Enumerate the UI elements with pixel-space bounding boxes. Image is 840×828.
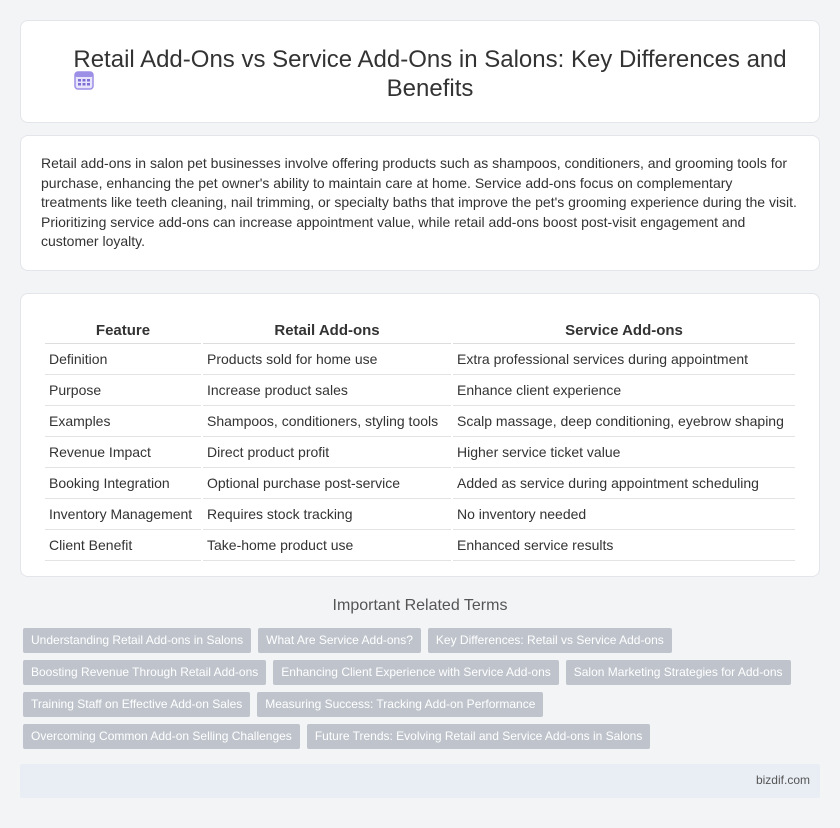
tag-row	[23, 724, 813, 749]
feature-cell: Purpose	[45, 375, 201, 406]
retail-cell: Optional purchase post-service	[203, 468, 451, 499]
footer	[20, 764, 820, 798]
service-cell: Enhance client experience	[453, 375, 795, 406]
service-cell: Higher service ticket value	[453, 437, 795, 468]
service-cell: Added as service during appointment scheduling	[453, 468, 795, 499]
related-term-tag[interactable]: What Are Service Add-ons?	[258, 628, 421, 653]
table-header-row	[45, 314, 795, 344]
feature-cell: Examples	[45, 406, 201, 437]
retail-cell: Increase product sales	[203, 375, 451, 406]
related-term-tag[interactable]: Understanding Retail Add-ons in Salons	[23, 628, 251, 653]
related-term-tag[interactable]: Boosting Revenue Through Retail Add-ons	[23, 660, 266, 685]
table-row	[45, 468, 795, 499]
feature-cell: Inventory Management	[45, 499, 201, 530]
related-term-tag[interactable]: Key Differences: Retail vs Service Add-ons	[428, 628, 672, 653]
header-service: Service Add-ons	[453, 314, 795, 344]
table-row	[45, 375, 795, 406]
tag-row	[23, 628, 813, 653]
retail-cell: Take-home product use	[203, 530, 451, 561]
related-term-tag[interactable]: Salon Marketing Strategies for Add-ons	[566, 660, 791, 685]
table-body	[45, 344, 795, 561]
retail-cell: Requires stock tracking	[203, 499, 451, 530]
feature-cell: Revenue Impact	[45, 437, 201, 468]
comparison-card	[20, 293, 820, 577]
table-row	[45, 499, 795, 530]
related-term-tag[interactable]: Measuring Success: Tracking Add-on Performance	[257, 692, 543, 717]
retail-cell: Direct product profit	[203, 437, 451, 468]
related-term-tag[interactable]: Future Trends: Evolving Retail and Service Add-ons in Salons	[307, 724, 651, 749]
intro-card	[20, 135, 820, 271]
tag-row	[23, 692, 813, 717]
footer-brand[interactable]: bizdif.com	[755, 773, 810, 787]
retail-cell: Products sold for home use	[203, 344, 451, 375]
table-row	[45, 406, 795, 437]
table-row	[45, 344, 795, 375]
related-term-tag[interactable]: Overcoming Common Add-on Selling Challenges	[23, 724, 300, 749]
comparison-table	[43, 314, 797, 561]
header-feature: Feature	[45, 314, 201, 344]
table-row	[45, 437, 795, 468]
retail-cell: Shampoos, conditioners, styling tools	[203, 406, 451, 437]
related-term-tag[interactable]: Enhancing Client Experience with Service Add-ons	[273, 660, 558, 685]
intro-paragraph: Retail add-ons in salon pet businesses involve offering products such as shampoos, conditioners, and grooming tools for purchase, enhancing the pet owner's ability to maintain care at home. Service add-ons focus on complementary treatments like teeth cleaning, nail trimming, or specialty baths that improve the pet's grooming experience during the visit. Prioritizing service add-ons can increase appointment value, while retail add-ons boost post-visit engagement and customer loyalty.	[41, 155, 797, 250]
feature-cell: Booking Integration	[45, 468, 201, 499]
feature-cell: Definition	[45, 344, 201, 375]
title-card	[20, 20, 820, 123]
related-terms-heading: Important Related Terms	[332, 597, 508, 614]
service-cell: Extra professional services during appointment	[453, 344, 795, 375]
related-term-tag[interactable]: Training Staff on Effective Add-on Sales	[23, 692, 250, 717]
service-cell: Enhanced service results	[453, 530, 795, 561]
page-title: Retail Add-Ons vs Service Add-Ons in Salons: Key Differences and Benefits	[73, 46, 787, 102]
feature-cell: Client Benefit	[45, 530, 201, 561]
service-cell: No inventory needed	[453, 499, 795, 530]
related-terms-list	[23, 628, 813, 756]
header-retail: Retail Add-ons	[203, 314, 451, 344]
service-cell: Scalp massage, deep conditioning, eyebrow shaping	[453, 406, 795, 437]
table-row	[45, 530, 795, 561]
tag-row	[23, 660, 813, 685]
